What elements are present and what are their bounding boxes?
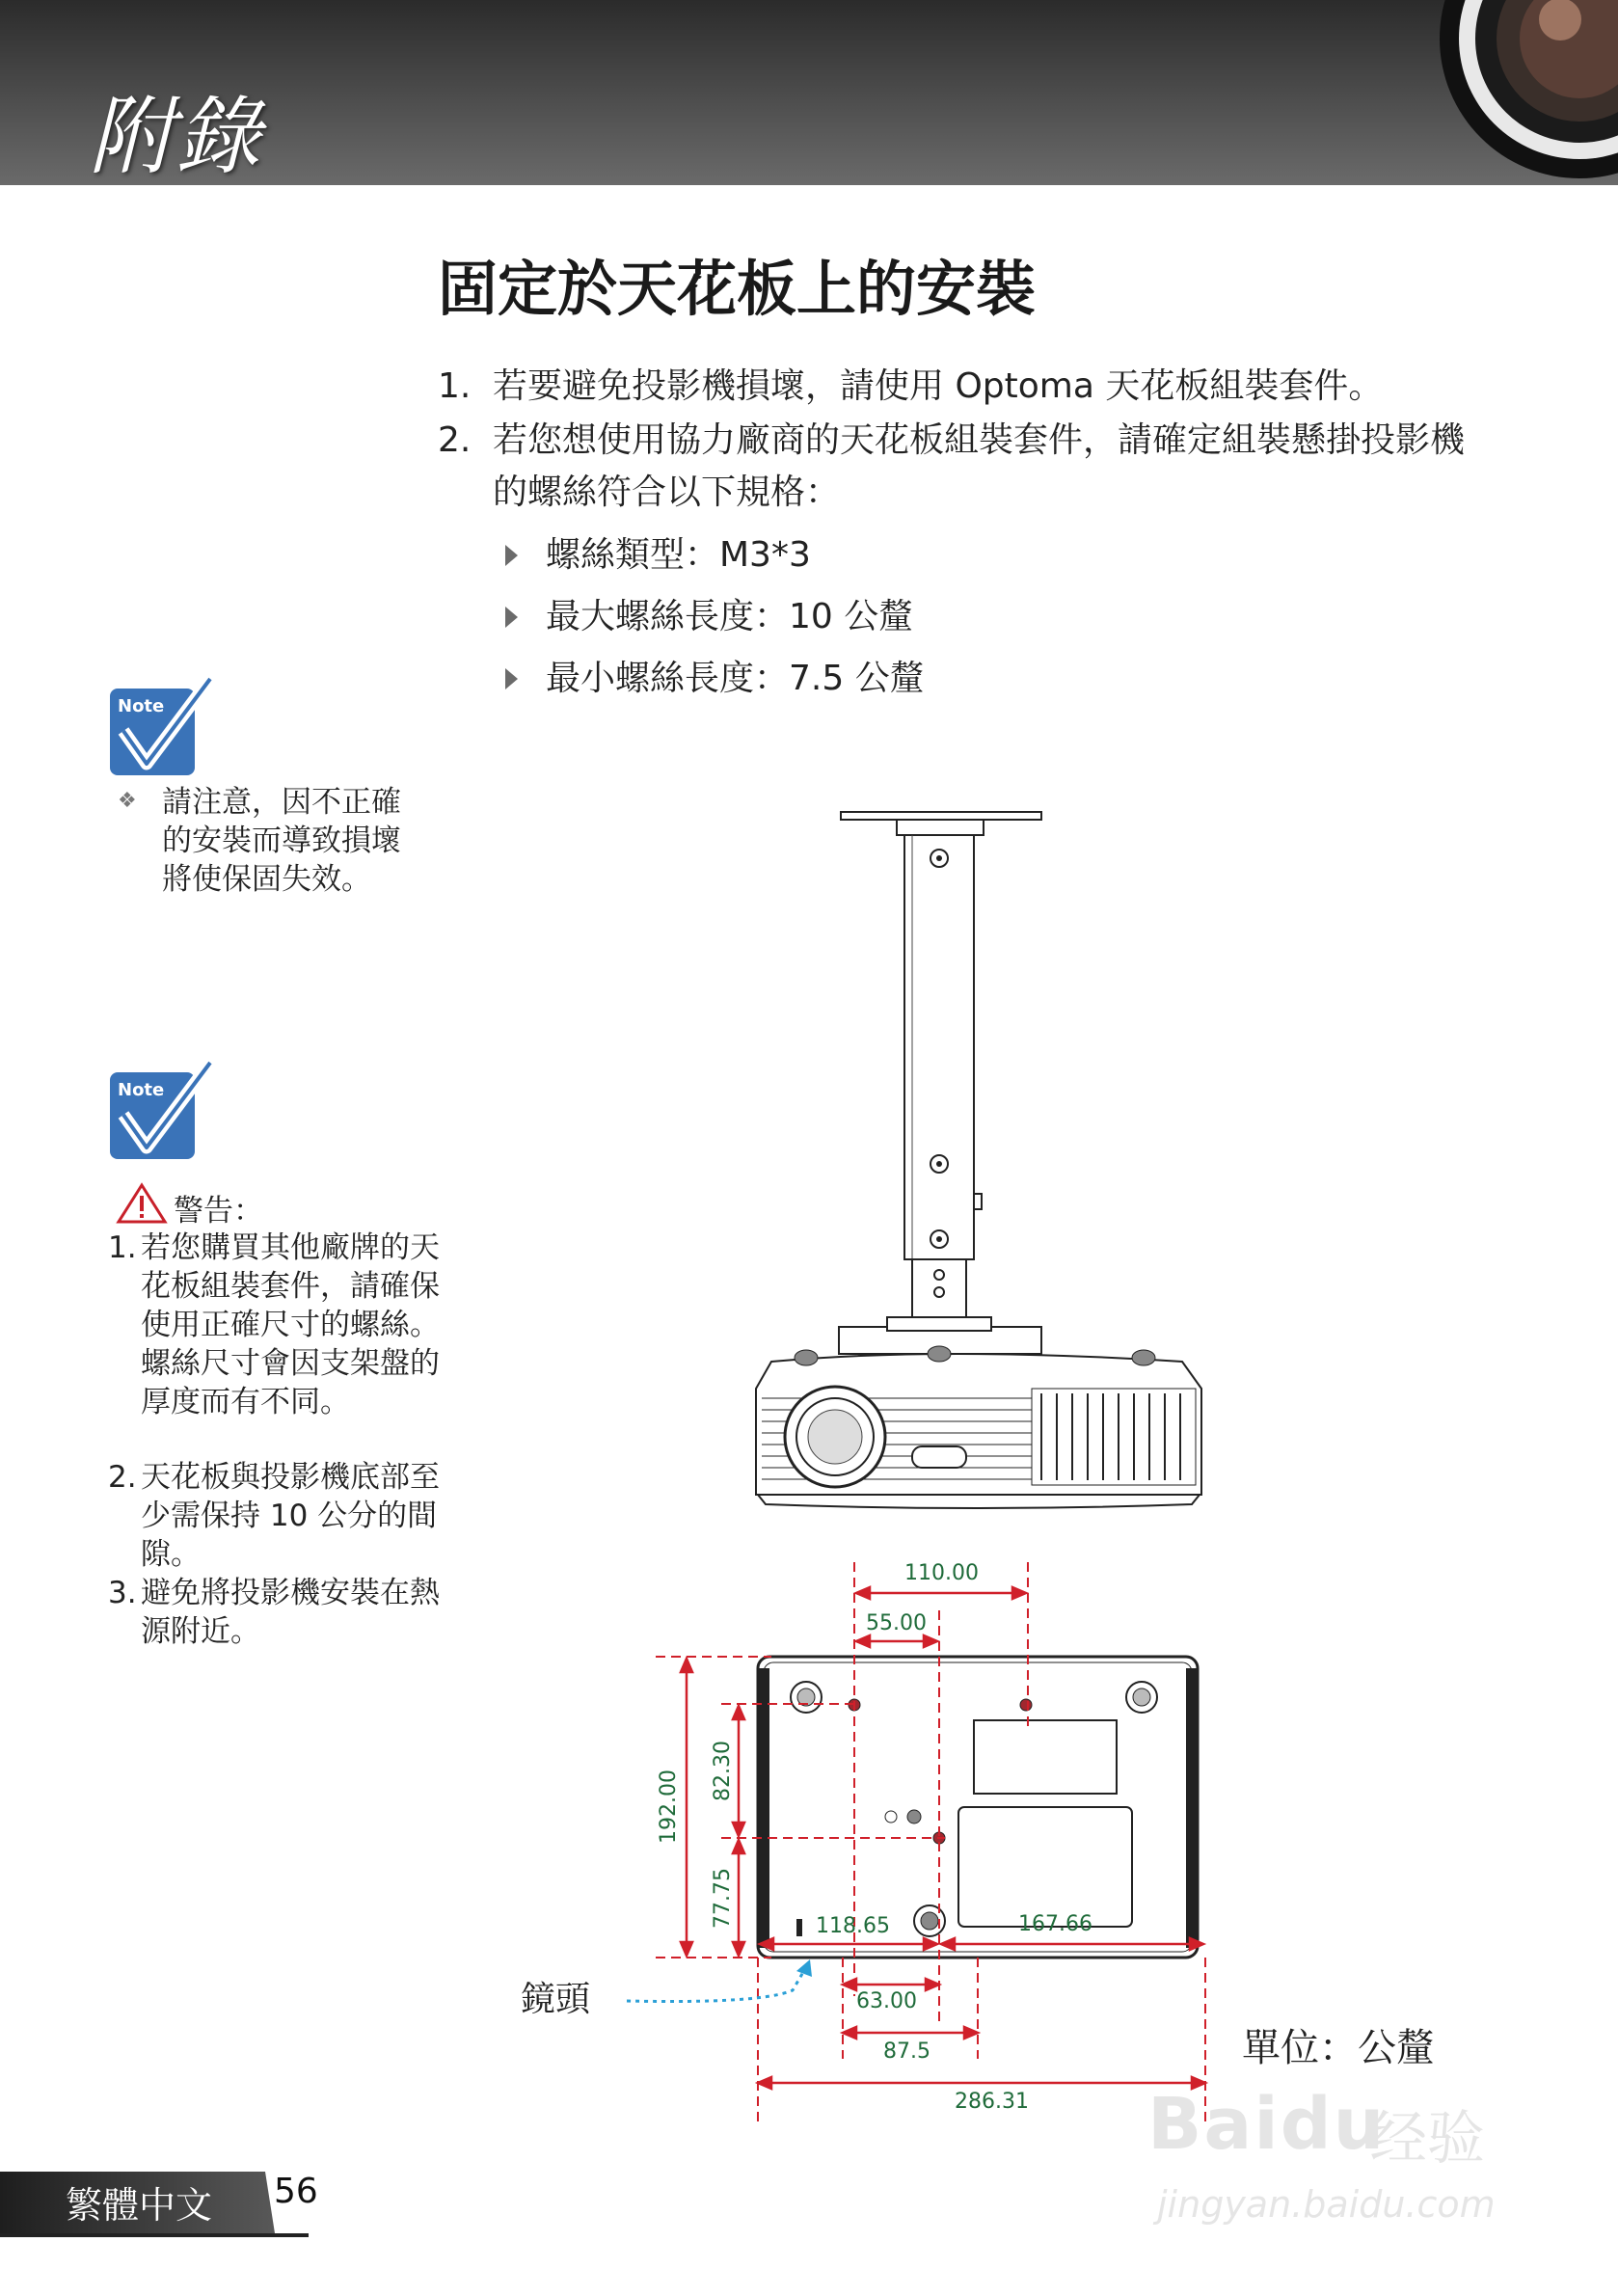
page-number: 56 <box>274 2172 318 2211</box>
triangle-bullet-icon <box>505 545 518 566</box>
warning-triangle-icon <box>116 1182 168 1225</box>
step-text: 若要避免投影機損壞，請使用 Optoma 天花板組裝套件。 <box>493 366 1384 406</box>
note-icon-label: Note <box>118 696 165 716</box>
warning-text: 避免將投影機安裝在熱源附近。 <box>141 1576 440 1649</box>
dim-63: 63.00 <box>856 1989 917 2013</box>
triangle-bullet-icon <box>505 607 518 628</box>
dim-118: 118.65 <box>816 1914 890 1938</box>
watermark-logo: Baidu <box>1147 2083 1387 2166</box>
note-icon-label: Note <box>118 1080 165 1100</box>
bullet-text: 螺絲類型：M3*3 <box>546 535 811 575</box>
dim-110: 110.00 <box>904 1561 979 1585</box>
header-bar <box>0 0 1618 185</box>
footer-language: 繁體中文 <box>66 2184 213 2227</box>
note-warranty-text: 請注意，因不正確的安裝而導致損壞將使保固失效。 <box>162 785 401 897</box>
warning-text: 天花板與投影機底部至少需保持 10 公分的間隙。 <box>141 1460 440 1572</box>
dim-167: 167.66 <box>1018 1912 1092 1936</box>
warning-number: 1. <box>108 1230 137 1265</box>
bullet-text: 最大螺絲長度：10 公釐 <box>546 597 914 636</box>
dim-192: 192.00 <box>657 1769 681 1844</box>
warning-label: 警告： <box>174 1194 263 1229</box>
dim-77: 77.75 <box>711 1868 735 1929</box>
footer-divider <box>0 2233 309 2237</box>
step-text: 若您想使用協力廠商的天花板組裝套件，請確定組裝懸掛投影機的螺絲符合以下規格： <box>493 420 1466 512</box>
diamond-bullet-icon: ❖ <box>118 789 137 813</box>
warning-number: 2. <box>108 1460 137 1495</box>
warning-number: 3. <box>108 1576 137 1610</box>
dim-87: 87.5 <box>883 2039 930 2064</box>
note-checkmark-icon <box>108 675 214 781</box>
dim-82: 82.30 <box>711 1741 735 1801</box>
lens-label: 鏡頭 <box>521 1980 591 2019</box>
page-title: 固定於天花板上的安裝 <box>438 254 1037 324</box>
step-number: 2. <box>438 420 472 460</box>
step-number: 1. <box>438 366 472 406</box>
ceiling-mount-diagram <box>579 771 1543 2121</box>
watermark-cn-text: 经验 <box>1369 2105 1485 2173</box>
unit-label: 單位：公釐 <box>1242 2026 1435 2070</box>
dim-55: 55.00 <box>866 1611 927 1635</box>
watermark-url: jingyan.baidu.com <box>1157 2183 1496 2226</box>
warning-text: 若您購買其他廠牌的天花板組裝套件，請確保使用正確尺寸的螺絲。螺絲尺寸會因支架盤的厚度而有不同。 <box>141 1230 440 1419</box>
baidu-watermark <box>1147 2083 1533 2237</box>
header-title: 附錄 <box>89 87 263 185</box>
triangle-bullet-icon <box>505 668 518 689</box>
projector-lens-graphic <box>1435 0 1618 183</box>
dim-286: 286.31 <box>955 2090 1029 2114</box>
note-checkmark-icon <box>108 1059 214 1165</box>
bullet-text: 最小螺絲長度：7.5 公釐 <box>546 659 925 698</box>
